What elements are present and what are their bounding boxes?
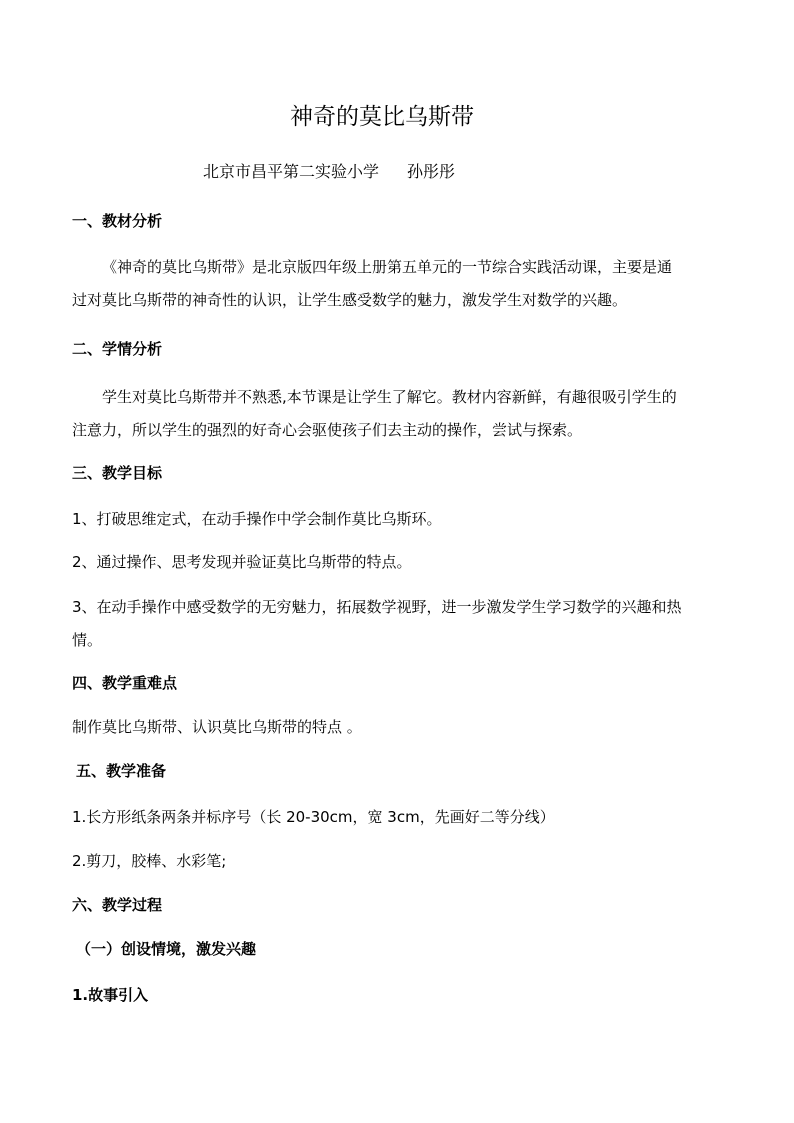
- section-heading-4: 四、教学重难点: [72, 674, 178, 692]
- section-heading-5: 五、教学准备: [76, 762, 167, 780]
- goal-item-2: 2、通过操作、思考发现并验证莫比乌斯带的特点。: [72, 553, 412, 571]
- title-text: 神奇的莫比乌斯带: [290, 104, 474, 130]
- paragraph-line: 过对莫比乌斯带的神奇性的认识，让学生感受数学的魅力，激发学生对数学的兴趣。: [72, 291, 628, 309]
- document-title: [0, 100, 794, 134]
- paragraph-line: 《神奇的莫比乌斯带》是北京版四年级上册第五单元的一节综合实践活动课，主要是通: [102, 258, 673, 276]
- paragraph-line: 学生对莫比乌斯带并不熟悉,本节课是让学生了解它。教材内容新鲜，有趣很吸引学生的: [102, 388, 677, 406]
- school-name: 北京市昌平第二实验小学: [203, 162, 380, 181]
- section-4-text: 制作莫比乌斯带、认识莫比乌斯带的特点 。: [72, 718, 362, 736]
- author-name: 孙彤彤: [407, 162, 456, 181]
- prep-item-2: 2.剪刀，胶棒、水彩笔;: [72, 852, 227, 870]
- section-heading-2: 二、学情分析: [72, 340, 163, 358]
- section-2-paragraph: [72, 386, 722, 441]
- goal-item-1: 1、打破思维定式，在动手操作中学会制作莫比乌斯环。: [72, 510, 442, 528]
- author-line: [203, 160, 455, 184]
- section-heading-6: 六、教学过程: [72, 896, 163, 914]
- paragraph-line: 3、在动手操作中感受数学的无穷魅力，拓展数学视野，进一步激发学生学习数学的兴趣和热: [72, 598, 682, 616]
- section-heading-1: 一、教材分析: [72, 212, 163, 230]
- paragraph-line: 情。: [72, 631, 103, 649]
- paragraph-line: 注意力，所以学生的强烈的好奇心会驱使孩子们去主动的操作，尝试与探索。: [72, 421, 583, 439]
- prep-item-1: 1.长方形纸条两条并标序号（长 20-30cm，宽 3cm，先画好二等分线）: [72, 808, 555, 826]
- subsection-heading-1: （一）创设情境，激发兴趣: [76, 940, 257, 958]
- goal-item-3: [72, 596, 722, 651]
- section-1-paragraph: [72, 256, 722, 311]
- subsection-item-1: 1.故事引入: [72, 986, 149, 1004]
- section-heading-3: 三、教学目标: [72, 464, 163, 482]
